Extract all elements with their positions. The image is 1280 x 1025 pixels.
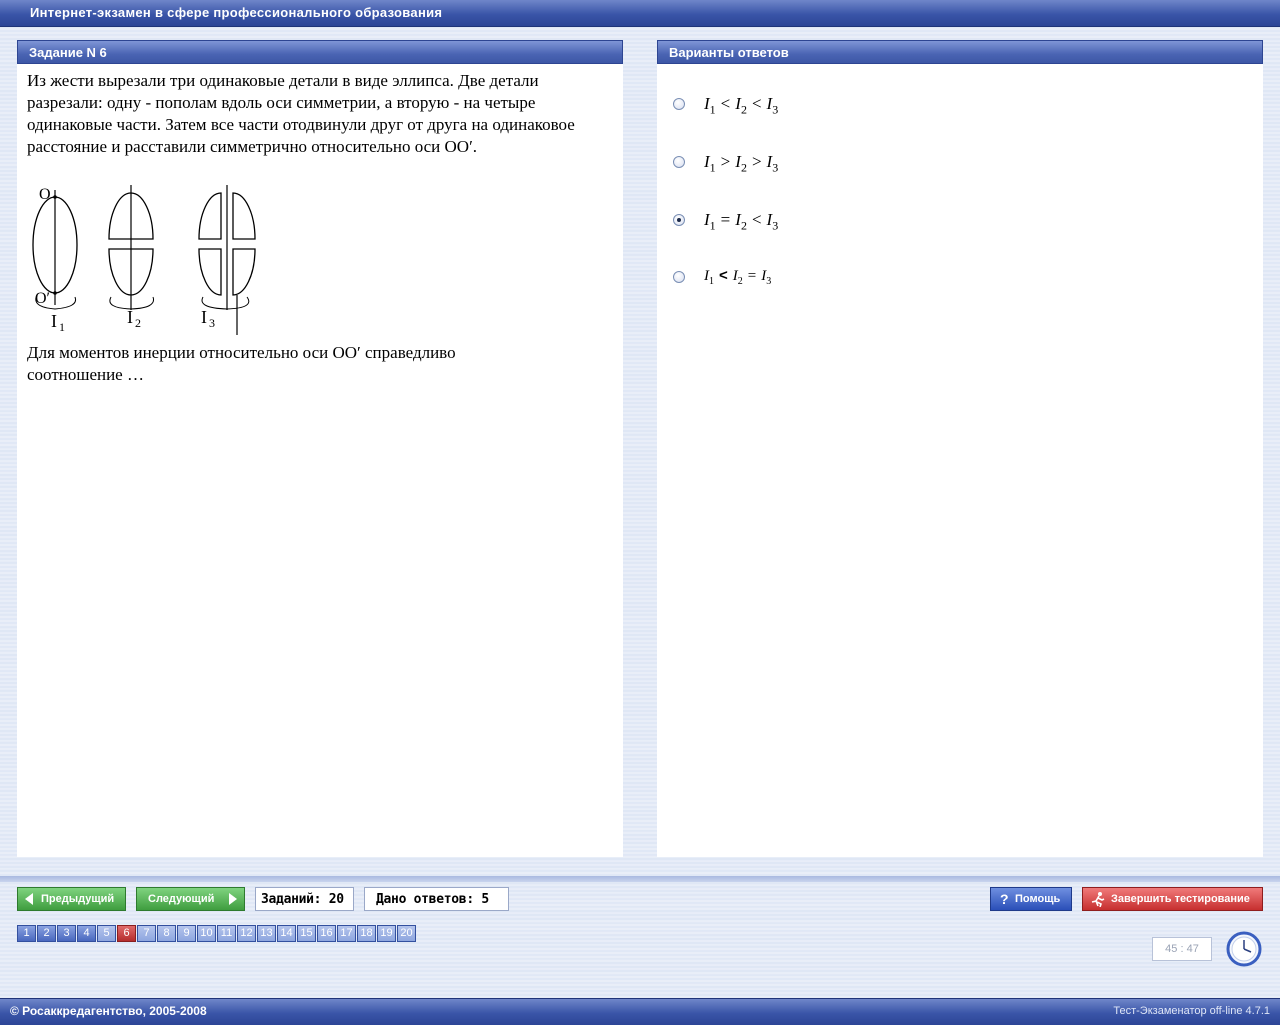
term-c: I bbox=[761, 268, 767, 284]
ellipse-parts-figure bbox=[25, 185, 265, 335]
next-button-label: Следующий bbox=[148, 893, 215, 905]
footer-version: Тест-Экзаменатор off-line 4.7.1 bbox=[1113, 1005, 1270, 1017]
term-a: I bbox=[704, 152, 710, 171]
term-c-sub: 3 bbox=[772, 102, 779, 117]
label-i2-sub: 2 bbox=[135, 316, 141, 330]
question-nav-11[interactable]: 11 bbox=[217, 925, 236, 942]
question-nav-12[interactable]: 12 bbox=[237, 925, 256, 942]
running-man-icon bbox=[1090, 891, 1106, 907]
term-b: I bbox=[735, 210, 741, 229]
question-nav-16[interactable]: 16 bbox=[317, 925, 336, 942]
question-nav-5[interactable]: 5 bbox=[97, 925, 116, 942]
task-text-question: Для моментов инерции относительно оси OO′ справедливо соотношение … bbox=[27, 343, 456, 384]
question-nav-7[interactable]: 7 bbox=[137, 925, 156, 942]
term-a-sub: 1 bbox=[709, 102, 716, 117]
term-c-sub: 3 bbox=[766, 276, 772, 287]
arrow-left-icon bbox=[25, 893, 33, 905]
tasks-count: Заданий: 20 bbox=[255, 887, 354, 911]
label-i2: I bbox=[127, 307, 133, 327]
term-a-sub: 1 bbox=[709, 276, 714, 287]
arrow-right-icon bbox=[229, 893, 237, 905]
answer-radio-4[interactable] bbox=[673, 271, 685, 283]
timer-display: 45 : 47 bbox=[1152, 937, 1212, 961]
answer-radio-1[interactable] bbox=[673, 98, 685, 110]
term-a: I bbox=[704, 94, 710, 113]
term-b-sub: 2 bbox=[740, 160, 747, 175]
help-button[interactable] bbox=[990, 887, 1072, 911]
term-c: I bbox=[766, 210, 773, 229]
window-titlebar bbox=[0, 0, 1280, 27]
term-b-sub: 2 bbox=[740, 218, 747, 233]
operator-1: < bbox=[719, 267, 728, 284]
help-button-label: Помощь bbox=[1015, 893, 1061, 905]
task-text-intro: Из жести вырезали три одинаковые детали в виде эллипса. Две детали разрезали: одну - пополам вдоль оси симметрии, а вторую - на четыре одинаковые части. Затем все части отодвинули друг от друга на одинаковое расстояние и расставили симметрично относительно оси OO′. bbox=[27, 71, 575, 156]
question-nav-20[interactable]: 20 bbox=[397, 925, 416, 942]
term-a-sub: 1 bbox=[709, 218, 716, 233]
question-nav-8[interactable]: 8 bbox=[157, 925, 176, 942]
question-nav-6[interactable]: 6 bbox=[117, 925, 136, 942]
answer-formula-1 bbox=[704, 94, 778, 117]
question-nav-14[interactable]: 14 bbox=[277, 925, 296, 942]
prev-button[interactable] bbox=[17, 887, 126, 911]
question-nav-18[interactable]: 18 bbox=[357, 925, 376, 942]
answer-formula-4 bbox=[704, 267, 771, 287]
answer-radio-2[interactable] bbox=[673, 156, 685, 168]
term-a: I bbox=[704, 268, 709, 284]
finish-test-button[interactable] bbox=[1082, 887, 1263, 911]
question-nav-2[interactable]: 2 bbox=[37, 925, 56, 942]
question-navigator bbox=[17, 925, 417, 943]
label-i3: I bbox=[201, 307, 207, 327]
term-b: I bbox=[735, 152, 741, 171]
question-nav-3[interactable]: 3 bbox=[57, 925, 76, 942]
prev-button-label: Предыдущий bbox=[41, 893, 115, 905]
term-b-sub: 2 bbox=[737, 276, 743, 287]
term-b: I bbox=[732, 268, 738, 284]
term-a-sub: 1 bbox=[709, 160, 716, 175]
help-icon bbox=[997, 892, 1011, 906]
svg-text:?: ? bbox=[1000, 892, 1009, 906]
answers-panel bbox=[657, 40, 1263, 857]
footer-copyright: © Росаккредагентство, 2005-2008 bbox=[10, 1004, 207, 1018]
next-button[interactable] bbox=[136, 887, 245, 911]
question-nav-9[interactable]: 9 bbox=[177, 925, 196, 942]
answers-given-count: Дано ответов: 5 bbox=[364, 887, 509, 911]
window-title: Интернет-экзамен в сфере профессионального образования bbox=[30, 5, 443, 20]
label-i3-sub: 3 bbox=[209, 316, 215, 330]
operator-2: = bbox=[747, 268, 757, 284]
task-panel-title: Задание N 6 bbox=[17, 40, 623, 64]
question-nav-1[interactable]: 1 bbox=[17, 925, 36, 942]
operator-2: < bbox=[751, 94, 762, 113]
answer-radio-3[interactable] bbox=[673, 214, 685, 226]
term-c: I bbox=[766, 152, 773, 171]
question-nav-4[interactable]: 4 bbox=[77, 925, 96, 942]
label-i1-sub: 1 bbox=[59, 320, 65, 334]
term-c: I bbox=[766, 94, 773, 113]
operator-1: > bbox=[720, 152, 731, 171]
label-i1: I bbox=[51, 311, 57, 331]
toolbar-divider bbox=[0, 876, 1280, 882]
finish-test-button-label: Завершить тестирование bbox=[1111, 893, 1250, 905]
task-panel bbox=[17, 40, 623, 857]
answers-panel-title: Варианты ответов bbox=[657, 40, 1263, 64]
term-c-sub: 3 bbox=[772, 218, 779, 233]
question-nav-13[interactable]: 13 bbox=[257, 925, 276, 942]
question-nav-15[interactable]: 15 bbox=[297, 925, 316, 942]
term-a: I bbox=[704, 210, 710, 229]
term-b: I bbox=[735, 94, 741, 113]
question-nav-19[interactable]: 19 bbox=[377, 925, 396, 942]
label-o-top: O bbox=[39, 186, 51, 203]
operator-1: = bbox=[720, 210, 731, 229]
operator-2: < bbox=[751, 210, 762, 229]
answer-formula-2 bbox=[704, 152, 778, 175]
question-nav-10[interactable]: 10 bbox=[197, 925, 216, 942]
term-c-sub: 3 bbox=[772, 160, 779, 175]
term-b-sub: 2 bbox=[740, 102, 747, 117]
operator-2: > bbox=[751, 152, 762, 171]
operator-1: < bbox=[720, 94, 731, 113]
label-o-bottom: O′ bbox=[35, 290, 51, 307]
footer-bar bbox=[0, 998, 1280, 1025]
question-nav-17[interactable]: 17 bbox=[337, 925, 356, 942]
answer-formula-3 bbox=[704, 210, 778, 233]
clock-icon bbox=[1226, 931, 1262, 967]
